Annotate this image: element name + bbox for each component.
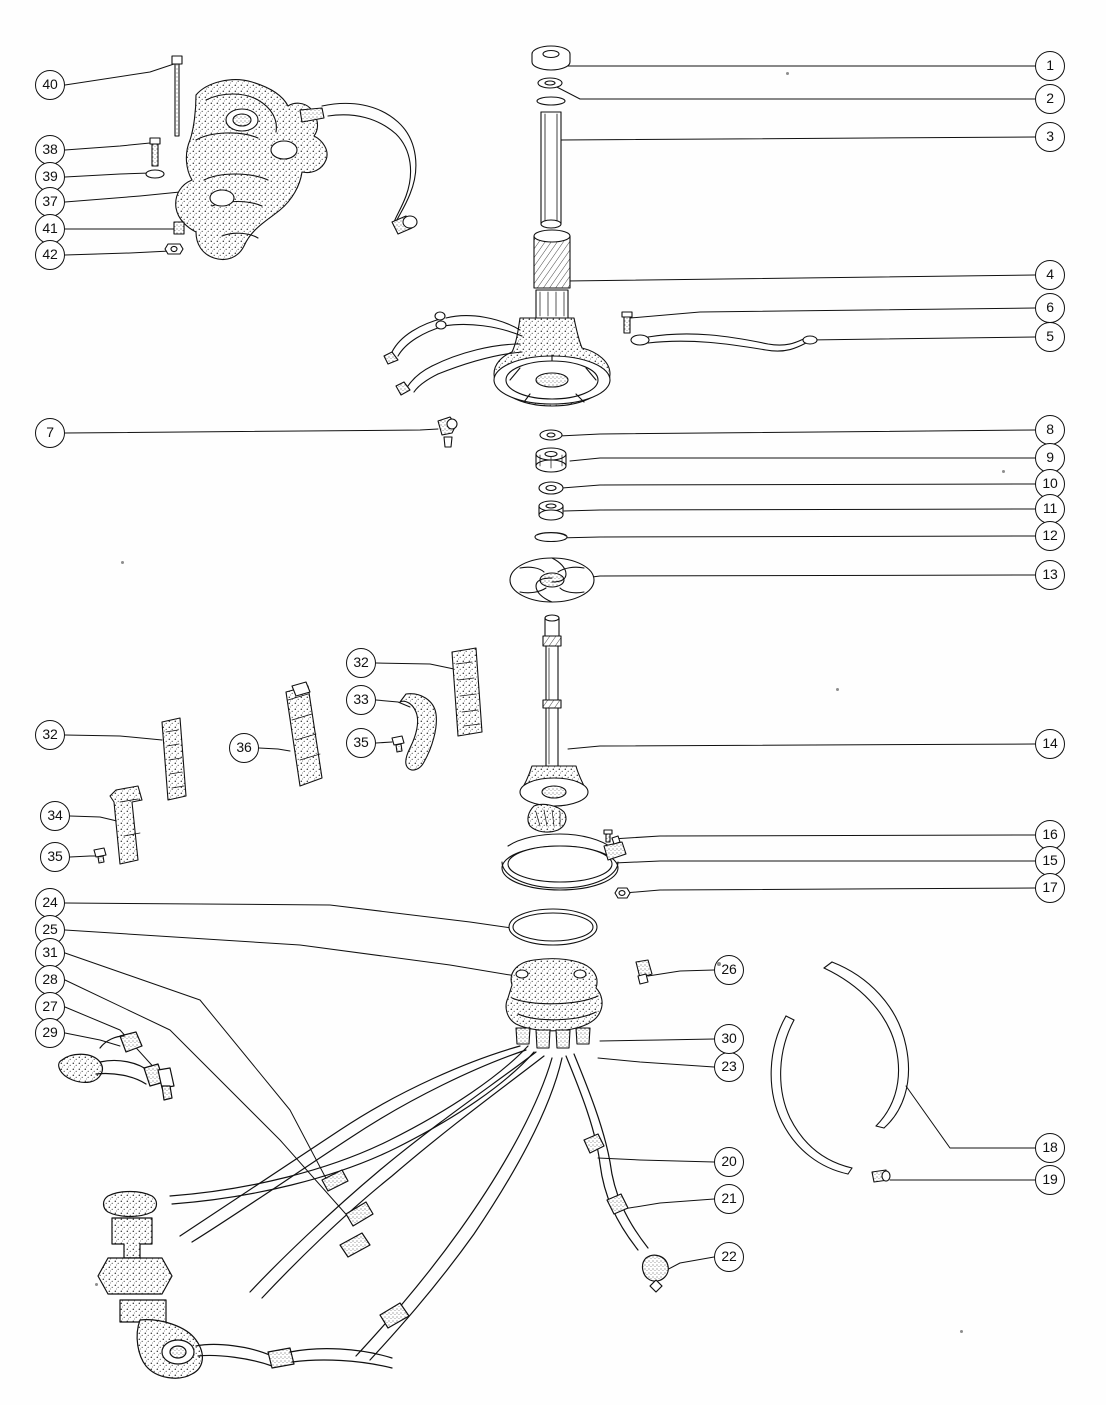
washer-stack <box>510 430 594 602</box>
distributor-drive-shaft <box>520 615 588 832</box>
callout-1[interactable]: 1 <box>1035 51 1065 81</box>
callout-27[interactable]: 27 <box>35 992 65 1022</box>
grease-fitting <box>438 417 457 447</box>
callout-14[interactable]: 14 <box>1035 729 1065 759</box>
callout-10[interactable]: 10 <box>1035 469 1065 499</box>
callout-32[interactable]: 32 <box>346 648 376 678</box>
callout-35[interactable]: 35 <box>346 728 376 758</box>
leader-lines-right <box>551 56 1035 1273</box>
distributor-shaft-stack <box>384 46 610 406</box>
callout-4[interactable]: 4 <box>1035 260 1065 290</box>
callout-28[interactable]: 28 <box>35 965 65 995</box>
callout-20[interactable]: 20 <box>714 1147 744 1177</box>
callout-25[interactable]: 25 <box>35 915 65 945</box>
callout-21[interactable]: 21 <box>714 1184 744 1214</box>
callout-11[interactable]: 11 <box>1035 494 1065 524</box>
callout-36[interactable]: 36 <box>229 733 259 763</box>
callout-9[interactable]: 9 <box>1035 443 1065 473</box>
callout-29[interactable]: 29 <box>35 1018 65 1048</box>
callout-26[interactable]: 26 <box>714 955 744 985</box>
callout-13[interactable]: 13 <box>1035 560 1065 590</box>
callout-42[interactable]: 42 <box>35 240 65 270</box>
paper-speck <box>836 688 839 691</box>
callout-5[interactable]: 5 <box>1035 322 1065 352</box>
callout-8[interactable]: 8 <box>1035 415 1065 445</box>
points-and-brackets <box>94 648 482 864</box>
spark-plug-wire-set <box>59 1032 669 1378</box>
paper-speck <box>121 561 124 564</box>
callout-35[interactable]: 35 <box>40 842 70 872</box>
callout-19[interactable]: 19 <box>1035 1165 1065 1195</box>
gasket-ring <box>509 909 597 945</box>
paper-speck <box>786 72 789 75</box>
ignition-wire-loop <box>771 962 908 1182</box>
callout-41[interactable]: 41 <box>35 214 65 244</box>
ground-lead-assembly <box>622 312 817 351</box>
callout-18[interactable]: 18 <box>1035 1133 1065 1163</box>
callout-40[interactable]: 40 <box>35 70 65 100</box>
callout-24[interactable]: 24 <box>35 888 65 918</box>
callout-15[interactable]: 15 <box>1035 846 1065 876</box>
callout-23[interactable]: 23 <box>714 1052 744 1082</box>
paper-speck <box>717 962 721 966</box>
callout-33[interactable]: 33 <box>346 685 376 715</box>
callout-16[interactable]: 16 <box>1035 820 1065 850</box>
callout-32[interactable]: 32 <box>35 720 65 750</box>
callout-3[interactable]: 3 <box>1035 122 1065 152</box>
paper-speck <box>1002 470 1005 473</box>
fuel-pump-assembly <box>146 56 417 260</box>
callout-12[interactable]: 12 <box>1035 521 1065 551</box>
callout-2[interactable]: 2 <box>1035 84 1065 114</box>
callout-31[interactable]: 31 <box>35 938 65 968</box>
callout-30[interactable]: 30 <box>714 1024 744 1054</box>
paper-speck <box>960 1330 963 1333</box>
paper-speck <box>95 1283 98 1286</box>
callout-17[interactable]: 17 <box>1035 873 1065 903</box>
distributor-clamp <box>502 830 630 898</box>
callout-7[interactable]: 7 <box>35 418 65 448</box>
callout-37[interactable]: 37 <box>35 187 65 217</box>
callout-22[interactable]: 22 <box>714 1242 744 1272</box>
callout-34[interactable]: 34 <box>40 801 70 831</box>
callout-38[interactable]: 38 <box>35 135 65 165</box>
callout-6[interactable]: 6 <box>1035 293 1065 323</box>
callout-39[interactable]: 39 <box>35 162 65 192</box>
distributor-cap <box>506 959 652 1048</box>
